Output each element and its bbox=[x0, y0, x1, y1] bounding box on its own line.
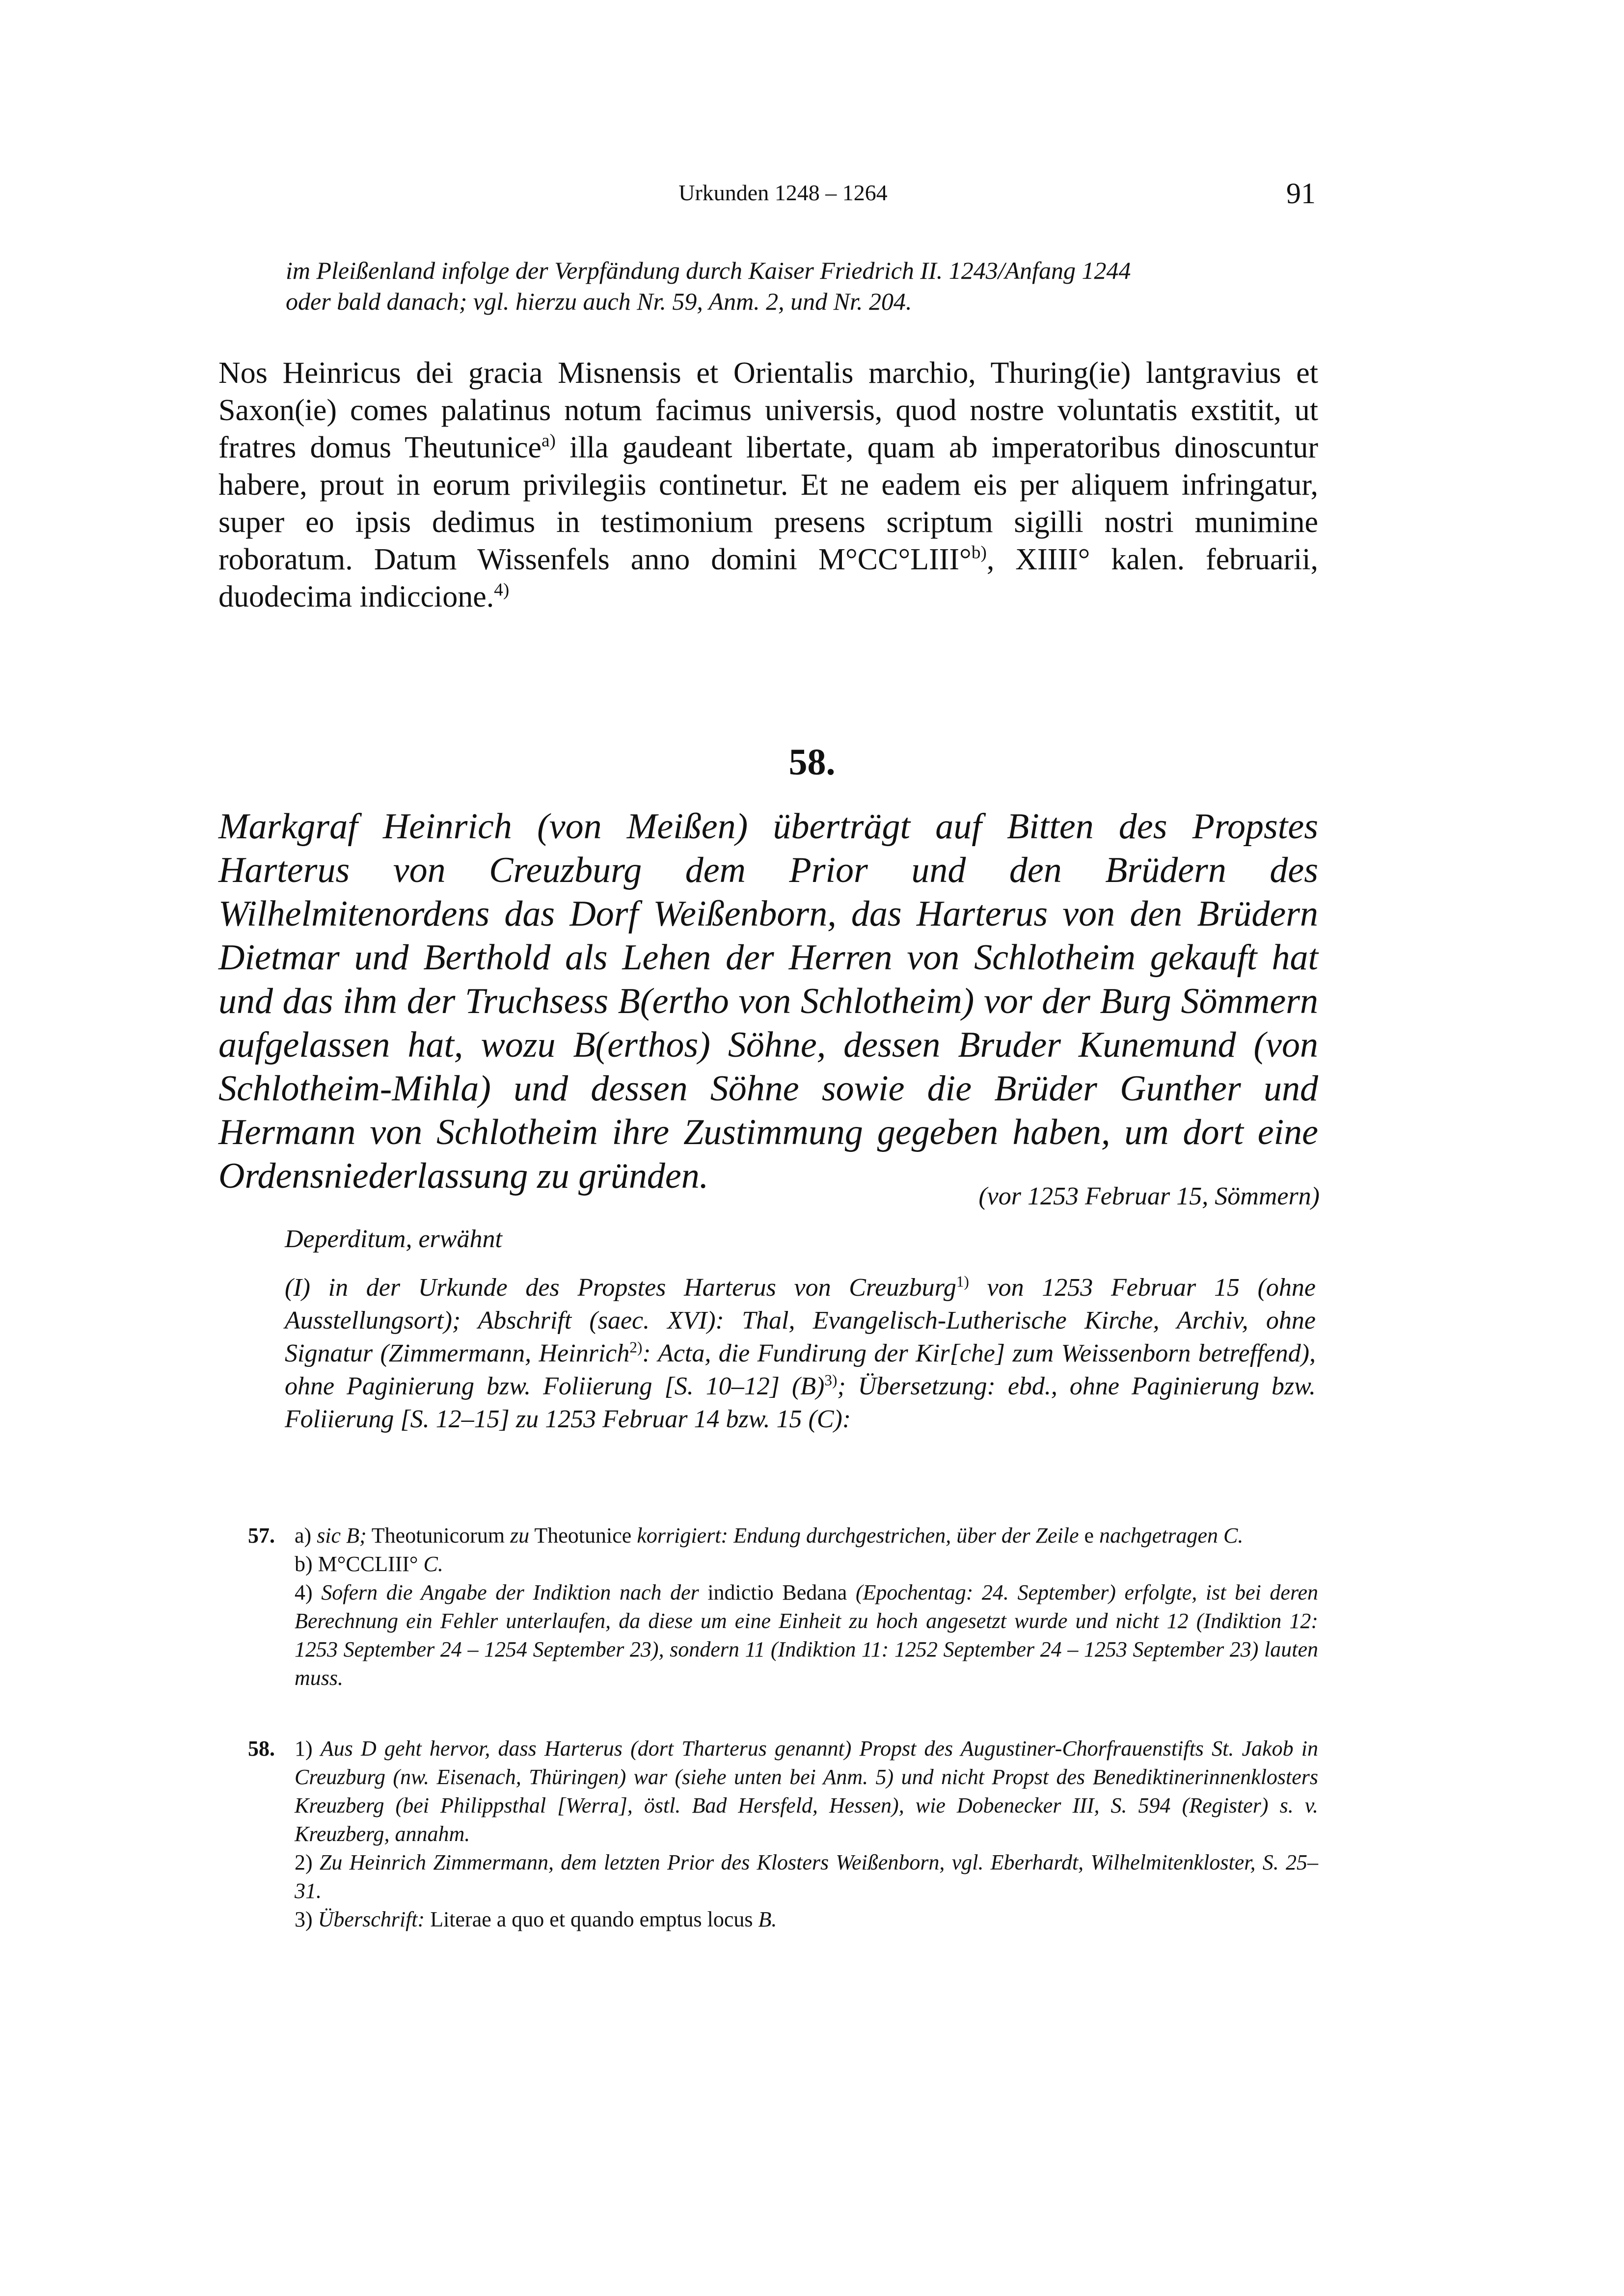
text-segment: ; Übersetzung: ebd., ohne Paginierung bzw. Foliierung [S. 12–15] zu 1253 Februar 14 bzw. 15 (C): bbox=[285, 1372, 1316, 1433]
footnote-ref: 1) bbox=[956, 1273, 969, 1290]
continuation-line: im Pleißenland infolge der Verpfändung durch Kaiser Friedrich II. 1243/Anfang 1244 bbox=[286, 257, 1131, 284]
footnote-ref: 2) bbox=[629, 1338, 643, 1356]
footnote-section-label: 57. bbox=[248, 1523, 275, 1548]
page-number: 91 bbox=[1286, 177, 1316, 210]
text-segment: illa gaudeant libertate, quam ab imperatoribus dinoscuntur habere, prout in eorum privilegiis continetur. Et ne eadem eis per aliquem infringatur, super eo ipsis dedimus in testimonium presens scriptum sigilli nostri munimine roboratum. Datum Wissenfels anno domini M°CC°LIII° bbox=[218, 431, 1318, 576]
footnote: 4) Sofern die Angabe der Indiktion nach der indictio Bedana (Epochentag: 24. September) erfolgte, ist bei deren Berechnung ein Fehler unterlaufen, da diese um eine Einheit zu hoch angesetzt wurde und nicht 12 (Indiktion 12: 1253 September 24 – 1254 September 23), sondern 11 (Indiktion 11: 1252 September 24 – 1253 September 23) lauten muss. bbox=[295, 1580, 1318, 1690]
previous-entry-continuation bbox=[286, 255, 1317, 317]
dateline: (vor 1253 Februar 15, Sömmern) bbox=[978, 1182, 1320, 1210]
footnotes-57 bbox=[248, 1522, 1318, 1692]
text-segment: , XIIII° kalen. februarii, duodecima indiccione. bbox=[218, 543, 1318, 614]
footnote-ref: 4) bbox=[494, 580, 510, 600]
footnote-ref: 3) bbox=[824, 1371, 838, 1389]
footnote: a) sic B; Theotunicorum zu Theotunice korrigiert: Endung durchgestrichen, über der Zeile e nachgetragen C. bbox=[295, 1523, 1244, 1548]
regest-summary: Markgraf Heinrich (von Meißen) überträgt auf Bitten des Propstes Harterus von Creuzburg dem Prior und den Brüdern des Wilhelmitenordens das Dorf Weißenborn, das Harterus von den Brüdern Dietmar und Berthold als Lehen der Herren von Schlotheim gekauft hat und das ihm der Truchsess B(ertho von Schlotheim) vor der Burg Sömmern aufgelassen hat, wozu B(erthos) Söhne, dessen Bruder Kunemund (von Schlotheim-Mihla) und dessen Söhne sowie die Brüder Gunther und Hermann von Schlotheim ihre Zustimmung gegeben haben, um dort eine Ordensniederlassung zu gründen. bbox=[218, 806, 1318, 1196]
continuation-line: oder bald danach; vgl. hierzu auch Nr. 59, Anm. 2, und Nr. 204. bbox=[286, 288, 912, 315]
text-segment: von 1253 Februar 15 (ohne Ausstellungsort); Abschrift (saec. XVI): Thal, Evangelisch-Lutherische Kirche, Archiv, ohne Signatur (Zimmermann, Heinrich bbox=[285, 1274, 1316, 1367]
footnote: 1) Aus D geht hervor, dass Harterus (dort Tharterus genannt) Propst des Augustiner-Chorfrauenstifts St. Jakob in Creuzburg (nw. Eisenach, Thüringen) war (siehe unten bei Anm. 5) und nicht Propst des Benediktinerinnenklosters Kreuzberg (bei Philippsthal [Werra], östl. Bad Hersfeld, Hessen), wie Dobenecker III, S. 594 (Register) s. v. Kreuzberg, annahm. bbox=[295, 1736, 1319, 1846]
footnotes-58 bbox=[248, 1735, 1318, 1934]
footnote-ref: b) bbox=[971, 542, 987, 563]
footnote: 2) Zu Heinrich Zimmermann, dem letzten Prior des Klosters Weißenborn, vgl. Eberhardt, Wilhelmitenkloster, S. 25–31. bbox=[295, 1850, 1319, 1903]
text-segment: Nos Heinricus dei gracia Misnensis et Orientalis marchio, Thuring(ie) lantgravius et Saxon(ie) comes palatinus notum facimus universis, quod nostre voluntatis exstitit, ut fratres domus Theutunice bbox=[218, 356, 1318, 464]
running-header bbox=[250, 177, 1316, 216]
running-title: Urkunden 1248 – 1264 bbox=[678, 180, 888, 205]
footnote-section-label: 58. bbox=[248, 1736, 275, 1761]
deperditum-label: Deperditum, erwähnt bbox=[285, 1225, 502, 1253]
transmission-entry bbox=[285, 1271, 1316, 1436]
footnote: b) M°CCLIII° C. bbox=[295, 1552, 443, 1576]
document-number: 58. bbox=[788, 742, 836, 783]
document-57-text bbox=[218, 354, 1318, 615]
text-segment: : Acta, die Fundirung der Kir[che] zum Weissenborn betreffend), ohne Paginierung bzw. Foliierung [S. 10–12] (B) bbox=[285, 1339, 1316, 1400]
footnote-ref: a) bbox=[541, 430, 556, 451]
footnote: 3) Überschrift: Literae a quo et quando emptus locus B. bbox=[295, 1907, 777, 1931]
text-segment: (I) in der Urkunde des Propstes Harterus von Creuzburg bbox=[285, 1274, 956, 1302]
